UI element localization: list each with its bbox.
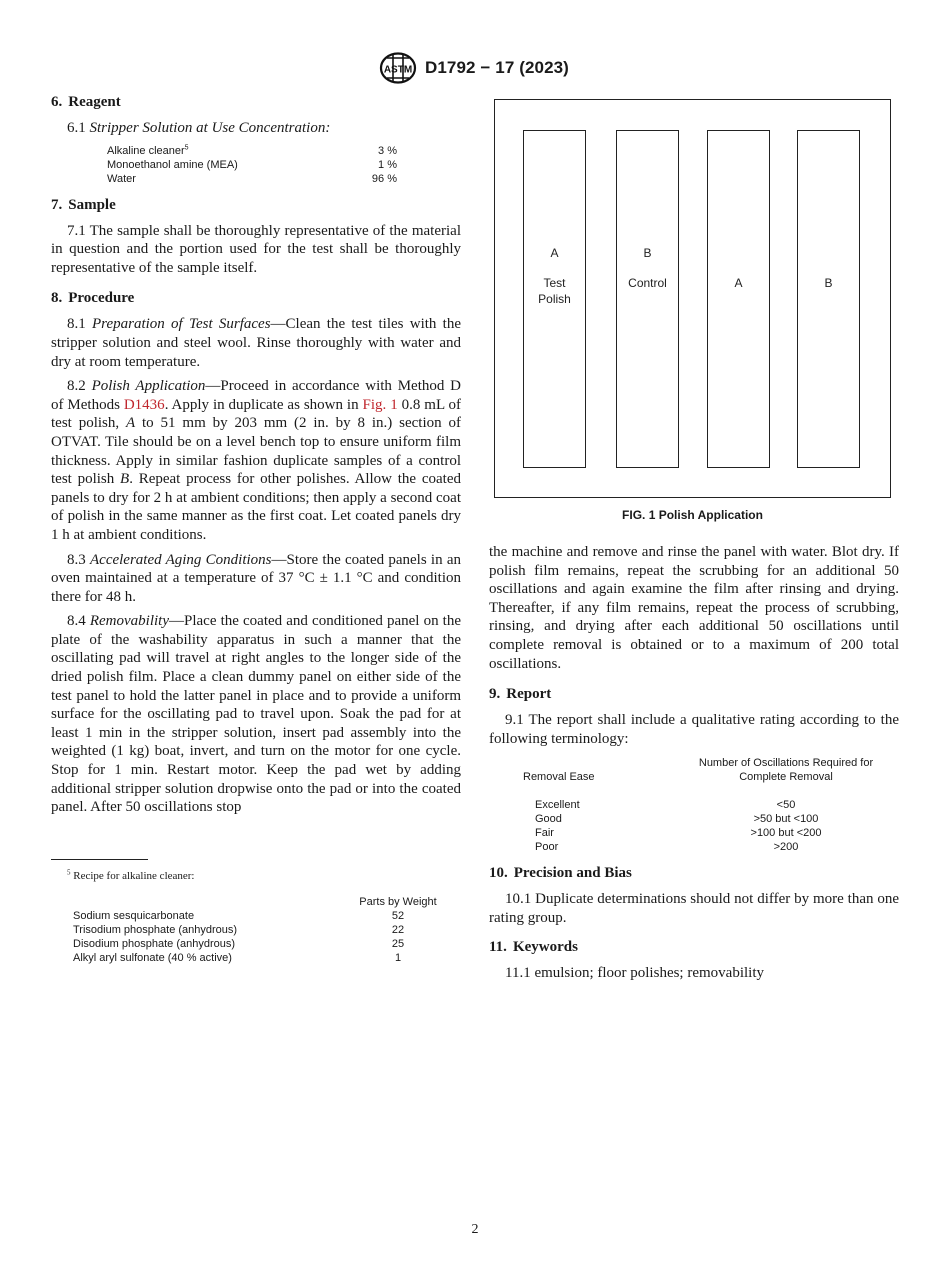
footnote-divider (51, 859, 148, 860)
figure-polish-application (494, 99, 891, 498)
alkaline-cleaner-table (73, 895, 443, 965)
link-fig-1[interactable]: Fig. 1 (362, 396, 398, 413)
section-heading: 11. Keywords (489, 938, 578, 955)
table-row: Sodium sesquicarbonate 52 (73, 910, 405, 922)
table-row: Fair >100 but <200 (535, 827, 822, 840)
column-header: Number of Oscillations Required for (698, 757, 874, 770)
section-reagent (51, 93, 461, 186)
link-d1436[interactable]: D1436 (123, 396, 165, 413)
section-heading: 9. Report (489, 686, 552, 703)
paragraph-8-3: 8.3 Accelerated Aging Conditions—Store the coated panels in an oven maintained at a temperature of 37 °C ± 1.1 °C and condition there for 48 h. (51, 551, 462, 605)
section-heading: 6. Reagent (51, 94, 121, 110)
footnote: $^5$ Recipe for alkaline cleaner: Parts by Weight Sodium sesquicarbonate 52 Trisodium phosphate (anhydrous) 22 Disodium phosphate (anhydrous) 25 Alkyl aryl sulfonate (40 % active) 1 (51, 869, 451, 965)
right-column (489, 543, 899, 992)
section-procedure (51, 289, 461, 816)
table-row: Alkyl aryl sulfonate (40 % active) 1 (73, 952, 402, 964)
paragraph-8-4-continued: the machine and remove and rinse the panel with water. Blot dry. If polish film remains, repeat the scrubbing for an additional 50 oscillations and again examine the film after rinsing and drying. Thereafter, if any film remains, repeat the process of scrubbing, rinsing, and drying after each additional 50 oscillations until complete removal is obtained or to a maximum of 200 total oscillations. (489, 544, 899, 672)
paragraph-10-1: 10.1 Duplicate determinations should not differ by more than one rating group. (489, 891, 899, 926)
column-header: Complete Removal (739, 771, 833, 784)
panel-strip-a-test: A Test Polish (523, 130, 586, 468)
section-report (489, 685, 899, 854)
column-header: Removal Ease (523, 771, 595, 784)
table-row: Water 96 % (107, 172, 397, 185)
figure-caption: FIG. 1 Polish Application (622, 508, 763, 522)
paragraph-8-2: 8.2 Polish Application—Proceed in accordance with Method D of Methods D1436. Apply in duplicate as shown in Fig. 1 0.8 mL of test polish, A to 51 mm by 203 mm (2 in. by 8 in.) section of OTVAT. Tile should be on a level bench top to ensure uniform film thickness. Apply in similar fashion duplicate samples of a control test polish B. Repeat process for other polishes. Allow the coated panels to dry for 2 h at ambient conditions; then apply a second coat of polish in the same manner as the first coat. Let coated panels dry 1 h at ambient conditions. (51, 378, 461, 543)
paragraph-9-1: 9.1 The report shall include a qualitative rating according to the following terminology: (489, 712, 899, 747)
panel-strip-b: B (797, 130, 860, 468)
table-row: Excellent <50 (535, 799, 796, 812)
section-sample (51, 196, 461, 278)
paragraph-6-1: 6.1 Stripper Solution at Use Concentration: (67, 120, 331, 136)
section-precision-bias (489, 864, 899, 927)
page-header (0, 52, 950, 84)
left-column (51, 93, 461, 827)
rating-table (489, 756, 899, 854)
panel-strip-b-control: B Control (616, 130, 679, 468)
paragraph-11-1: 11.1 emulsion; floor polishes; removability (505, 964, 764, 981)
table-row: Poor >200 (535, 841, 799, 854)
table-row: Alkaline cleaner$^5$ 3 % (107, 143, 397, 157)
document-id: D1792 − 17 (2023) (425, 58, 569, 77)
section-heading: 8. Procedure (51, 290, 135, 307)
paragraph-8-4: 8.4 Removability—Place the coated and conditioned panel on the plate of the washability apparatus in such a manner that the oscillating pad will travel at right angles to the longer side of the dried polish film. Place a clean dummy panel on either side of the test panel to hold the latter panel in place and to provide a uniform surface for the oscillating pad to travel upon. Soak the pad for at least 1 min in the stripper solution, insert pad assembly into the weighted (1 kg) boat, invert, and turn on the motor for one cycle. Stop for 1 min. Restart motor. Keep the pad wet by adding additional stripper solution dropwise onto the pad or into the coated panel. After 50 oscillations stop (51, 613, 461, 816)
section-heading: 10. Precision and Bias (489, 865, 632, 882)
footnote-title: Recipe for alkaline cleaner: (73, 870, 195, 882)
panel-strip-a: A (707, 130, 770, 468)
table-row: Disodium phosphate (anhydrous) 25 (73, 938, 405, 950)
section-heading: 7. Sample (51, 196, 116, 213)
reagent-table (107, 144, 397, 186)
paragraph-8-1: 8.1 Preparation of Test Surfaces—Clean the test tiles with the stripper solution and steel wool. Rinse thoroughly with water and dry at room temperature. (51, 316, 461, 370)
svg-text:ASTM: ASTM (383, 64, 413, 76)
astm-logo-icon (379, 52, 417, 84)
paragraph-7-1: 7.1 The sample shall be thoroughly representative of the material in question and the portion used for the test shall be thoroughly representative of the sample itself. (51, 222, 461, 276)
table-row: Trisodium phosphate (anhydrous) 22 (73, 924, 405, 936)
column-header: Parts by Weight (359, 896, 437, 908)
page-number: 2 (471, 1222, 479, 1237)
table-row: Good >50 but <100 (535, 813, 819, 826)
section-keywords (489, 938, 899, 983)
table-row: Monoethanol amine (MEA) 1 % (107, 158, 397, 171)
